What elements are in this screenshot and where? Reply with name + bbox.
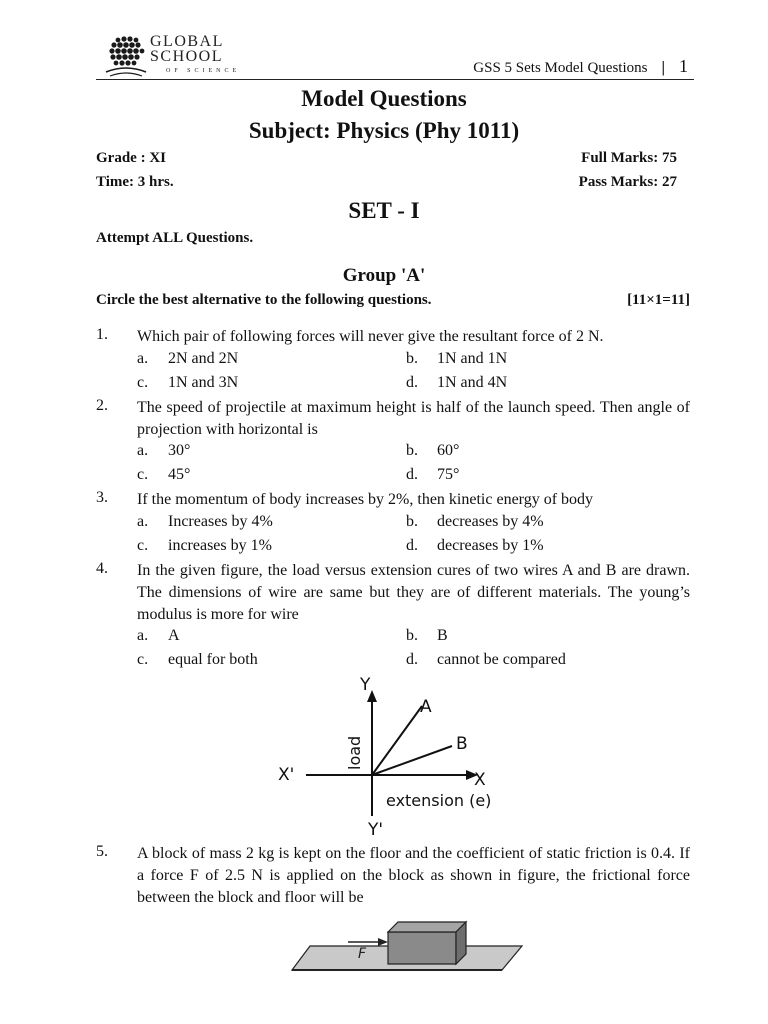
option-letter: d. [406, 651, 418, 668]
option-text: 75° [437, 466, 460, 483]
question-number: 1. [96, 326, 108, 343]
grade-label: Grade : XI [96, 150, 166, 166]
x-neg-label: X' [278, 765, 295, 785]
section-instruction: Circle the best alternative to the following questions. [96, 292, 432, 308]
option-letter: a. [137, 350, 149, 367]
option-text: 1N and 1N [437, 350, 508, 367]
option-text: A [168, 627, 180, 644]
option-letter: d. [406, 466, 418, 483]
line-a-label: A [420, 697, 432, 717]
force-arrowhead [378, 938, 388, 946]
option-text: B [437, 627, 448, 644]
option-letter: c. [137, 374, 149, 391]
question-number: 2. [96, 397, 108, 414]
option-text: 45° [168, 466, 191, 483]
option-letter: a. [137, 627, 149, 644]
option-letter: c. [137, 537, 149, 554]
question-text: Which pair of following forces will never give the resultant force of 2 N. [137, 328, 604, 345]
block-on-floor-figure [290, 912, 530, 976]
y-axis-label: Y [360, 675, 371, 695]
option-text: 1N and 4N [437, 374, 508, 391]
option-text: 1N and 3N [168, 374, 239, 391]
option-text: decreases by 1% [437, 537, 544, 554]
load-label: load [345, 735, 364, 770]
running-title: GSS 5 Sets Model Questions [473, 60, 648, 76]
logo-text-school: SCHOOL [150, 48, 224, 65]
question-text: If the momentum of body increases by 2%, then kinetic energy of body [137, 491, 594, 508]
subject-title: Subject: Physics (Phy 1011) [248, 118, 520, 143]
marks-note: [11×1=11] [627, 292, 690, 308]
load-extension-graph [270, 672, 510, 842]
line-a [372, 706, 422, 775]
question-text: A block of mass 2 kg is kept on the floor and the coefficient of static friction is 0.4. If a force F of 2.5 N is applied on the block as shown in figure, the frictional force between the block and floor will be [137, 845, 690, 906]
question-number: 5. [96, 843, 108, 860]
option-letter: b. [406, 442, 418, 459]
option-text: 60° [437, 442, 460, 459]
x-axis-label: X [474, 770, 486, 790]
option-letter: c. [137, 651, 149, 668]
attempt-instruction: Attempt ALL Questions. [96, 230, 254, 246]
page-number: 1 [679, 56, 688, 76]
option-letter: b. [406, 350, 418, 367]
line-b-label: B [456, 734, 468, 754]
option-text: 30° [168, 442, 191, 459]
time-label: Time: 3 hrs. [96, 174, 174, 190]
header-rule [96, 79, 694, 80]
globe-dots-icon [104, 34, 148, 78]
option-text: increases by 1% [168, 537, 272, 554]
option-text: Increases by 4% [168, 513, 273, 530]
page-title: Model Questions [301, 86, 467, 111]
option-letter: c. [137, 466, 149, 483]
running-header [473, 56, 688, 77]
logo-text-global: GLOBAL [150, 33, 224, 50]
question-number: 3. [96, 489, 108, 506]
full-marks-label: Full Marks: 75 [581, 150, 677, 166]
block-front [388, 932, 456, 964]
logo-text-science: OF SCIENCE [166, 68, 241, 74]
block-top [388, 922, 466, 932]
school-logo [104, 34, 254, 80]
option-text: equal for both [168, 651, 258, 668]
option-text: 2N and 2N [168, 350, 239, 367]
option-letter: b. [406, 513, 418, 530]
option-letter: d. [406, 537, 418, 554]
pass-marks-label: Pass Marks: 27 [578, 174, 677, 190]
force-label: F [358, 946, 367, 962]
option-letter: d. [406, 374, 418, 391]
question-text: The speed of projectile at maximum height is half of the launch speed. Then angle of projection with horizontal is [137, 399, 690, 438]
extension-label: extension (e) [386, 791, 492, 810]
group-title: Group 'A' [342, 265, 426, 286]
option-letter: a. [137, 442, 149, 459]
y-neg-label: Y' [368, 820, 384, 840]
header-separator: | [661, 59, 665, 76]
option-letter: b. [406, 627, 418, 644]
set-title: SET - I [348, 198, 420, 223]
option-letter: a. [137, 513, 149, 530]
question-number: 4. [96, 560, 108, 577]
option-text: decreases by 4% [437, 513, 544, 530]
line-b [372, 746, 452, 775]
question-text: In the given figure, the load versus extension cures of two wires A and B are drawn. The dimensions of wire are same but they are of different materials. The young’s modulus is more for wire [137, 562, 690, 623]
option-text: cannot be compared [437, 651, 566, 668]
